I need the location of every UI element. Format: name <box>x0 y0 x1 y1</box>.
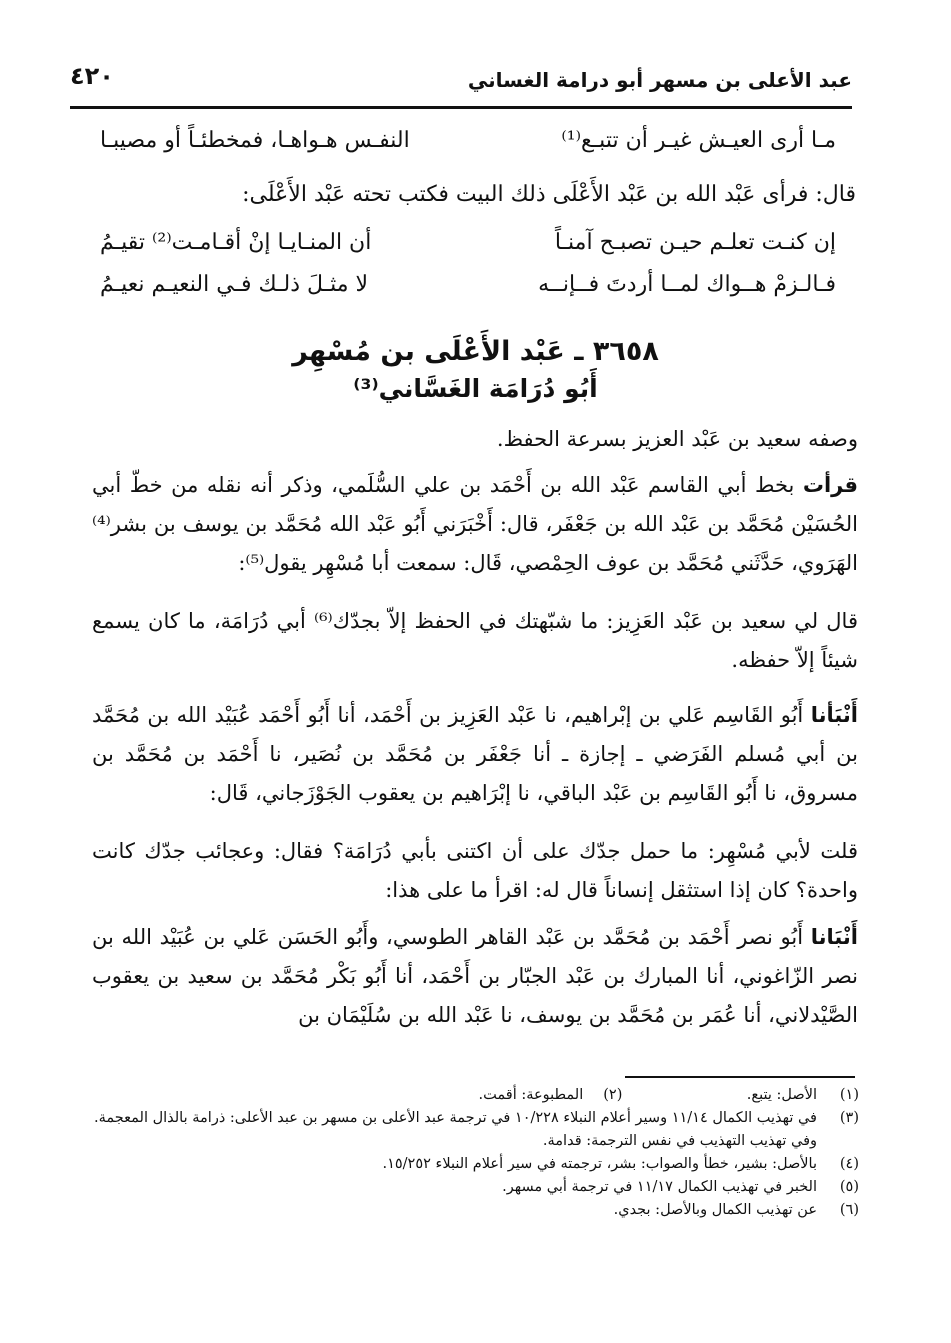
entry-subtitle: أَبُو دُرَامَة الغَسَّاني⁽³⁾ <box>353 374 598 403</box>
footnote-row <box>88 1176 859 1199</box>
paragraph-lead: أَنْبَأنا <box>810 703 858 727</box>
poem-line <box>100 272 836 312</box>
body-paragraph <box>92 832 858 910</box>
footnote-row <box>88 1084 859 1107</box>
paragraph-text: بخط أبي القاسم عَبْد الله بن أَحْمَد بن علي السُّلَمي، وذكر أنه نقله من خطّ أبي الحُسَيْن مُحَمَّد بن عَبْد الله بن جَعْفَر، قال: أَخْبَرَني أَبُو عَبْد الله مُحَمَّد بن يوسف بن بشر⁽⁴⁾ الهَرَوي، حَدَّثَني مُحَمَّد بن عوف الحِمْصي، قَال: سمعت أبا مُسْهِر يقول⁽⁵⁾: <box>92 473 858 575</box>
entry-title: ٣٦٥٨ ـ عَبْد الأَعْلَى بن مُسْهِر <box>292 336 659 367</box>
footnote-number: (٦) <box>839 1202 859 1218</box>
poem-line <box>100 230 836 270</box>
footnote-text: الخبر في تهذيب الكمال ١١/١٧ في ترجمة أبي مسهر. <box>502 1179 817 1195</box>
footnotes <box>88 1084 859 1222</box>
verse-line <box>100 128 836 168</box>
running-title: عبد الأعلى بن مسهر أبو درامة الغساني <box>467 68 852 92</box>
verse-hemistich-right: إن كنـت تعلـم حيـن تصبـح آمنـاً <box>554 230 836 255</box>
body-paragraph <box>92 696 858 813</box>
footnote-inline <box>479 1084 623 1107</box>
body-paragraph <box>92 602 858 680</box>
footnote-text: عن تهذيب الكمال وبالأصل: بجدي. <box>613 1202 817 1218</box>
footnote-text: الأصل: يتبع. <box>746 1087 817 1103</box>
footnote-number: (٢) <box>603 1087 623 1103</box>
verse-hemistich-right: فـالـزمْ هــواك لمــا أردتَ فــإنــه <box>538 272 836 297</box>
page-header <box>70 58 852 109</box>
body-paragraph <box>92 420 858 459</box>
footnote-row <box>88 1107 859 1153</box>
page-number: ٤٢٠ <box>70 62 114 90</box>
verse-hemistich-left: أن المنـايـا إنْ أقـامـت⁽²⁾ تقيـمُ <box>100 230 372 255</box>
footnote-number: (٣) <box>839 1110 859 1126</box>
footnote-number: (٤) <box>839 1156 859 1172</box>
verse-hemistich-left: لا مثـلَ ذلـك فـي النعيـم نعيـمُ <box>100 272 369 297</box>
paragraph-text: أَبُو القَاسِم عَلي بن إبْراهيم، نا عَبْد العَزِيز بن أَحْمَد، أنا أَبُو أَحْمَد عُبَيْد الله بن مُحَمَّد بن أبي مُسلم الفَرَضي ـ إجازة ـ أنا جَعْفَر بن مُحَمَّد بن نُصَير، نا أَحْمَد بن مُحَمَّد بن مسروق، نا أَبُو القَاسِم بن عَبْد الباقي، نا إبْرَاهيم بن يعقوب الجَوْزَجاني، قَال: <box>92 703 858 805</box>
paragraph-text: وصفه سعيد بن عَبْد العزيز بسرعة الحفظ. <box>496 427 858 451</box>
footnote-text: بالأصل: بشير، خطأ والصواب: بشر، ترجمته في سير أعلام النبلاء ١٥/٢٥٢. <box>382 1156 817 1172</box>
paragraph-text: قال لي سعيد بن عَبْد العَزِيز: ما شبّهتك في الحفظ إلاّ بجدّك⁽⁶⁾ أبي دُرَامَة، ما كان يسمع شيئاً إلاّ حفظه. <box>92 609 858 672</box>
footnote-separator <box>625 1076 855 1078</box>
narration-line: قال: فرأى عَبْد الله بن عَبْد الأَعْلَى ذلك البيت فكتب تحته عَبْد الأَعْلَى: <box>242 182 856 207</box>
footnote-row <box>88 1199 859 1222</box>
verse-hemistich-left: النفـس هـواهـا، فمخطئـاً أو مصيبـا <box>100 128 410 153</box>
footnote-text: المطبوعة: أقمت. <box>478 1087 584 1103</box>
verse-hemistich-right: مـا أرى العيـش غيـر أن تتبـع⁽¹⁾ <box>561 128 836 153</box>
footnote-number: (١) <box>839 1087 859 1103</box>
footnote-text: في تهذيب الكمال ١١/١٤ وسير أعلام النبلاء ١٠/٢٢٨ في ترجمة عبد الأعلى بن مسهر بن عبد الأعلى: ذرامة بالذال المعجمة. وفي تهذيب التهذيب في نفس الترجمة: قدامة. <box>94 1110 817 1149</box>
footnote-number: (٥) <box>839 1179 859 1195</box>
body-paragraph <box>92 466 858 583</box>
paragraph-lead: قرأت <box>802 473 858 497</box>
paragraph-text: قلت لأبي مُسْهِر: ما حمل جدّك على أن اكتنى بأبي دُرَامَة؟ فقال: وعجائب جدّك كانت واحدة؟ كان إذا استثقل إنساناً قال له: اقرأ ما على هذا: <box>92 839 858 902</box>
paragraph-lead: أَنْبَانا <box>810 925 858 949</box>
paragraph-text: أَبُو نصر أَحْمَد بن مُحَمَّد بن عَبْد القاهر الطوسي، وأَبُو الحَسَن عَلي بن عُبَيْد الله بن نصر الزّاغوني، أنا المبارك بن عَبْد الجبّار بن أَحْمَد، أنا أَبُو بَكْر مُحَمَّد بن سعيد بن يعقوب الصَّيْدلاني، أنا عُمَر بن مُحَمَّد بن يوسف، نا عَبْد الله بن سُلَيْمَان بن <box>92 925 858 1027</box>
footnote-row <box>88 1153 859 1176</box>
body-paragraph <box>92 918 858 1035</box>
